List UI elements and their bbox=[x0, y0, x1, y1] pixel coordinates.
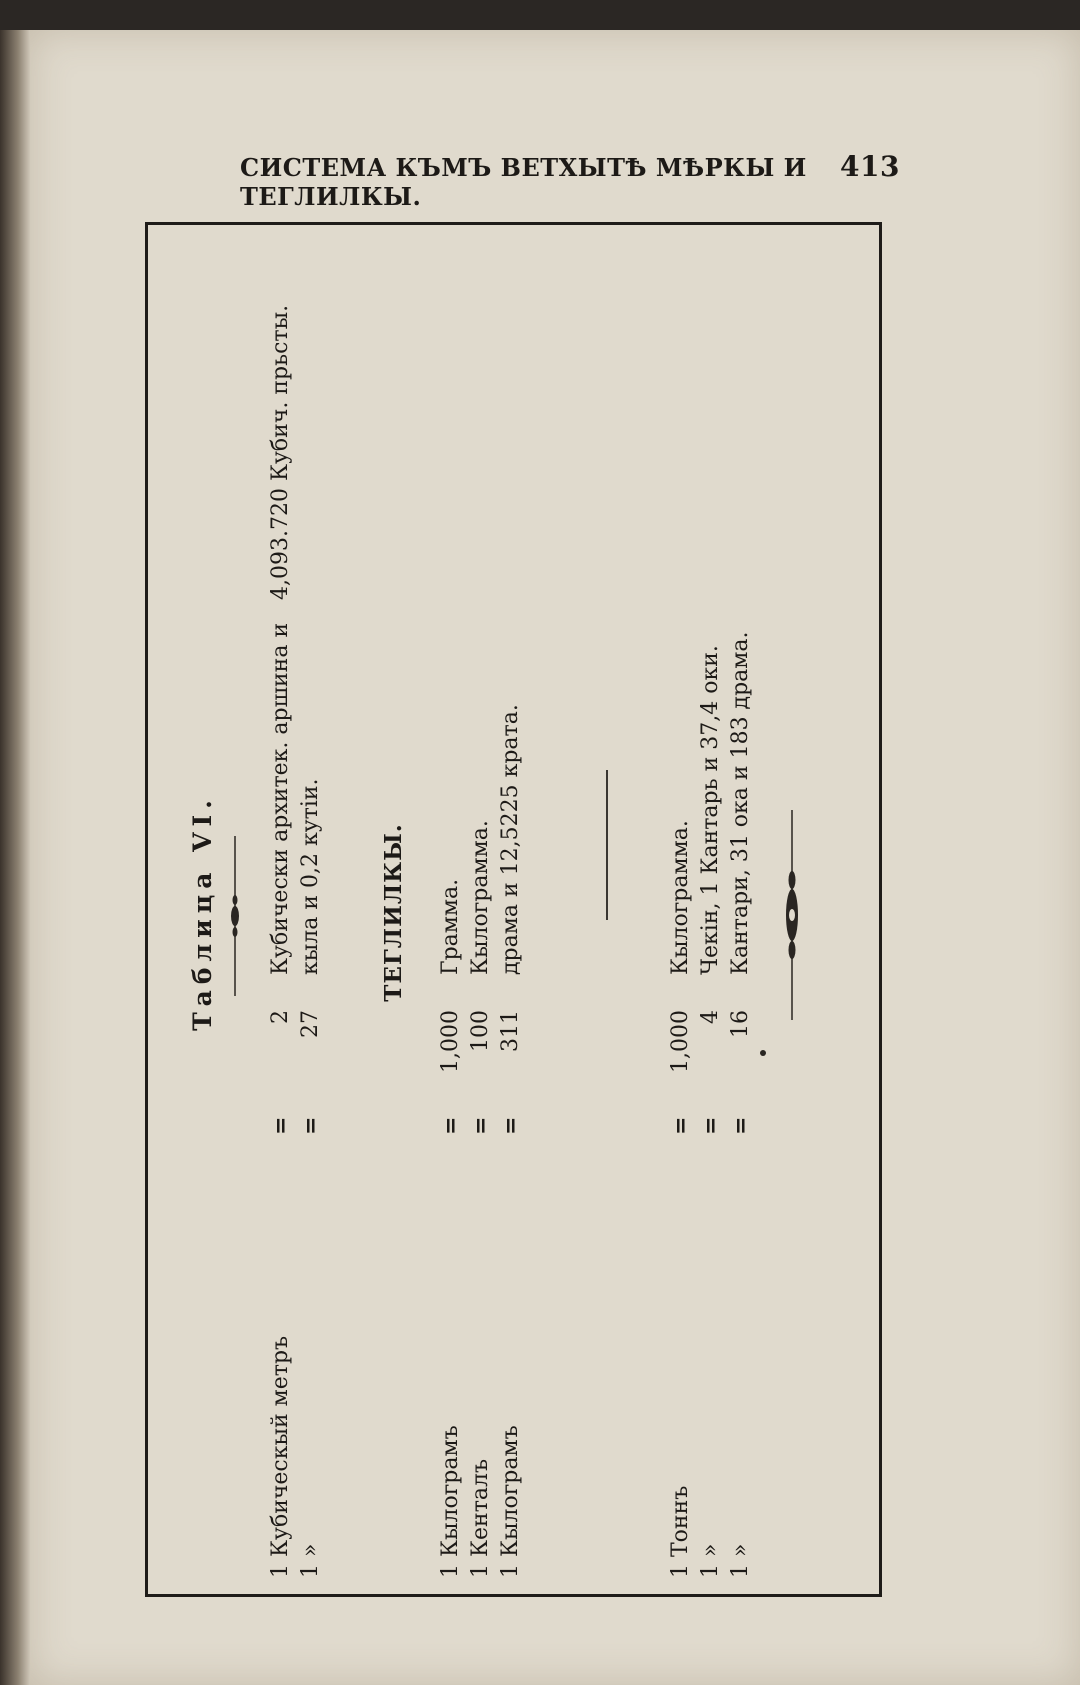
table-row: 1 » = 27 кыла и 0,2 кутіи. bbox=[298, 778, 324, 1578]
section-heading: ТЕГЛИЛКЫ. bbox=[380, 823, 407, 1002]
page-number: 413 bbox=[840, 150, 900, 183]
book-gutter bbox=[0, 30, 30, 1685]
table-row: 1 Кылограмъ = 1,000 Грамма. bbox=[438, 878, 464, 1578]
table-row: 1 » = 4 Чекін, 1 Кантарь и 37,4 оки. bbox=[698, 645, 724, 1578]
table-title: Таблица VI. bbox=[188, 794, 217, 1031]
table-row: 1 Тоннъ = 1,000 Кылограмма. bbox=[668, 820, 694, 1578]
table-row: 1 » = 16 Кантари, 31 ока и 183 драма. bbox=[728, 631, 754, 1578]
table-row: 1 Кылограмъ = 311 драма и 12,5225 крата. bbox=[498, 704, 524, 1578]
ink-dot bbox=[760, 1050, 766, 1056]
end-ornament bbox=[783, 810, 801, 1020]
table-row: 1 Кубическый метръ = 2 Кубически архитек. аршина и 4,093.720 Кубич. прьсты. bbox=[268, 304, 294, 1578]
rotated-table bbox=[148, 225, 885, 1600]
ornament-divider bbox=[228, 836, 242, 996]
running-head bbox=[240, 150, 900, 211]
table-frame bbox=[145, 222, 882, 1597]
divider-rule bbox=[606, 770, 608, 920]
table-row: 1 Кенталъ = 100 Кылограмма. bbox=[468, 820, 494, 1578]
running-title: СИСТЕМА КЪМЪ ВЕТХЫТѢ МѢРКЫ И ТЕГЛИЛКЫ. bbox=[240, 153, 807, 211]
